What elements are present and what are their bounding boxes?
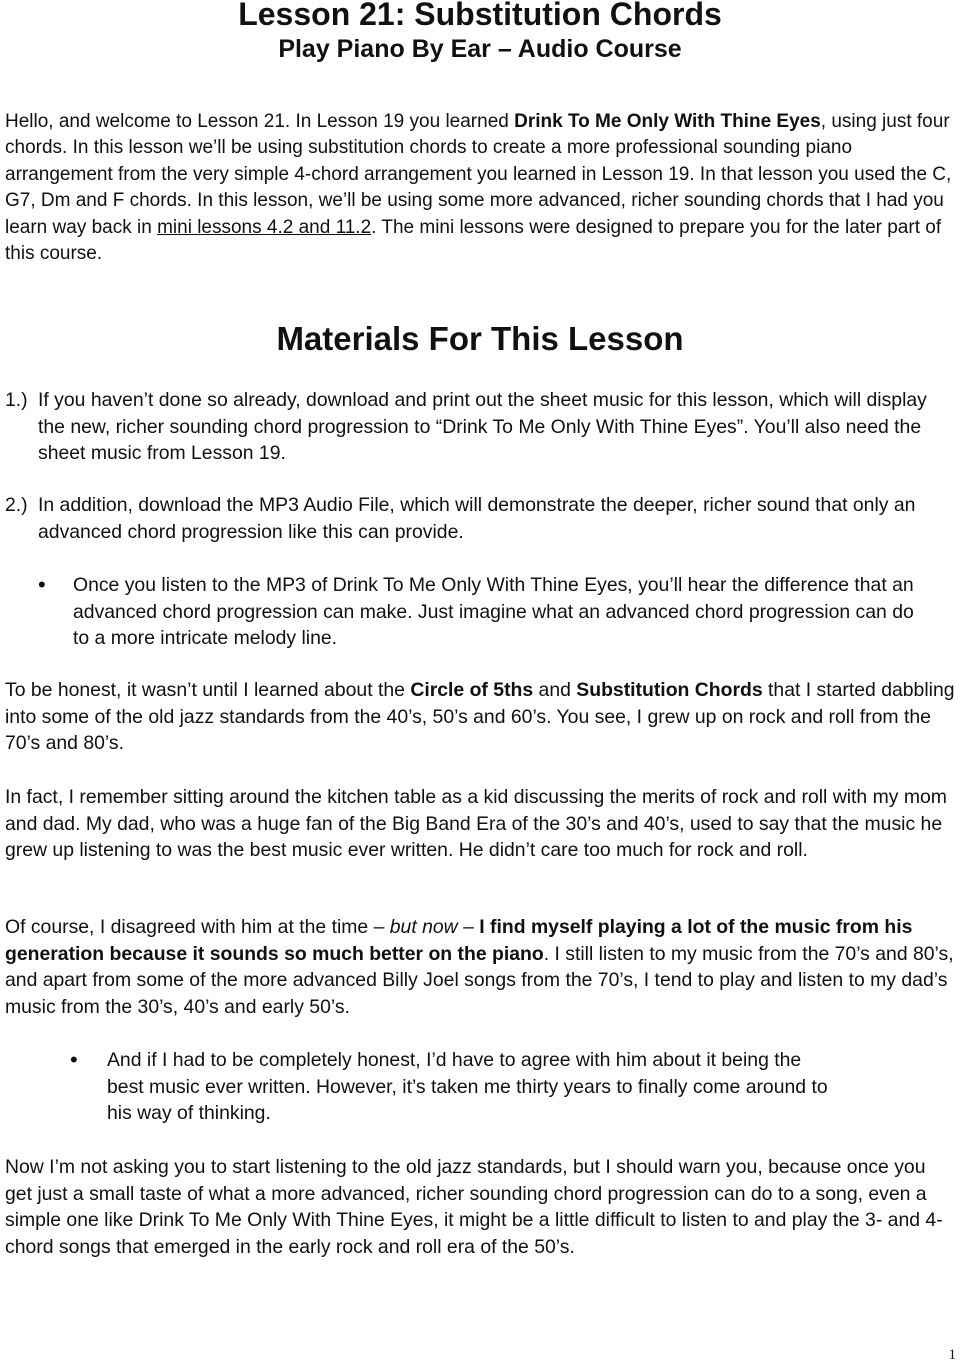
- in-fact-paragraph: In fact, I remember sitting around the kitchen table as a kid discussing the merits of rock and roll with my mom and dad. My dad, who was a huge fan of the Big Band Era of the 30’s and 40’s, used to say that the music he grew up listening to was the best music ever written. He didn’t care too much for rock and roll.: [5, 786, 947, 861]
- intro-text-1: Hello, and welcome to Lesson 21. In Lesson 19 you learned: [5, 111, 515, 132]
- intro-text-2: , using just four chords. In this lesson we’ll be using substitution chords to create a more professional sounding piano arrangement from the very simple 4-chord arrangement you learned in Lesson 19. In that lesson you used the C, G7, Dm and F chords. In this lesson, we’ll be using some more advanced, richer sounding chords that I had you learn way back in: [5, 111, 952, 238]
- bullet-dot-icon: •: [38, 572, 46, 597]
- of-course-text-1: Of course, I disagreed with him at the time –: [5, 916, 390, 938]
- circle-of-fifths-bold: Circle of 5ths: [410, 679, 534, 701]
- bullet-item: [68, 1047, 838, 1127]
- now-paragraph: Now I’m not asking you to start listening to the old jazz standards, but I should warn you, because once you get just a small taste of what a more advanced, richer sounding chord progression can do to a song, even a simple one like Drink To Me Only With Thine Eyes, it might be a little difficult to listen to and play the 3- and 4-chord songs that emerged in the early rock and roll era of the 50’s.: [5, 1156, 943, 1258]
- page-number: 1: [948, 1347, 956, 1363]
- intro-song-title: Drink To Me Only With Thine Eyes: [514, 111, 821, 132]
- bullet-item: [35, 572, 915, 652]
- page-subtitle: Play Piano By Ear – Audio Course: [278, 35, 682, 63]
- materials-item-1: [5, 387, 945, 467]
- item-text: If you haven’t done so already, download and print out the sheet music for this lesson, which will display the new, richer sounding chord progression to “Drink To Me Only With Thine Eyes”. You’ll also need the sheet music from Lesson 19.: [38, 389, 927, 464]
- bullet-text: And if I had to be completely honest, I’d have to agree with him about it being the best music ever written. However, it’s taken me thirty years to finally come around to his way of thinking.: [107, 1049, 828, 1124]
- of-course-bold: I find myself playing a lot of the music from his generation because it sounds so much better on the piano: [5, 916, 913, 965]
- substitution-chords-bold: Substitution Chords: [576, 679, 763, 701]
- honest-text-3: that I started dabbling into some of the old jazz standards from the 40’s, 50’s and 60’s. You see, I grew up on rock and roll from the 70’s and 80’s.: [5, 679, 955, 754]
- intro-paragraph: [5, 109, 955, 267]
- item-number: 2.): [5, 494, 28, 516]
- of-course-text-3: . I still listen to my music from the 70’s and 80’s, and apart from some of the more advanced Billy Joel songs from the 70’s, I tend to play and listen to my dad’s music from the 30’s, 40’s and early 50’s.: [5, 942, 954, 1018]
- mini-lessons-link[interactable]: mini lessons 4.2 and 11.2: [157, 216, 372, 238]
- honest-text-1: To be honest, it wasn’t until I learned about the: [5, 679, 411, 701]
- but-now-italic: but now: [389, 916, 458, 938]
- bullet-dot-icon: •: [70, 1047, 78, 1072]
- item-number: 1.): [5, 389, 28, 411]
- of-course-paragraph: [5, 914, 955, 1020]
- materials-item-2: [5, 492, 945, 545]
- honest-paragraph: [5, 677, 955, 757]
- page-title: Lesson 21: Substitution Chords: [238, 0, 722, 32]
- materials-heading: Materials For This Lesson: [276, 320, 684, 357]
- intro-text-3: . The mini lessons were designed to prepare you for the later part of this course.: [5, 216, 942, 265]
- of-course-text-2: –: [457, 916, 480, 938]
- item-text: In addition, download the MP3 Audio File, which will demonstrate the deeper, richer sound that only an advanced chord progression like this can provide.: [38, 494, 916, 543]
- bullet-text: Once you listen to the MP3 of Drink To Me Only With Thine Eyes, you’ll hear the difference that an advanced chord progression can make. Just imagine what an advanced chord progression can do to a more intricate melody line.: [73, 574, 914, 649]
- honest-text-2: and: [533, 679, 577, 701]
